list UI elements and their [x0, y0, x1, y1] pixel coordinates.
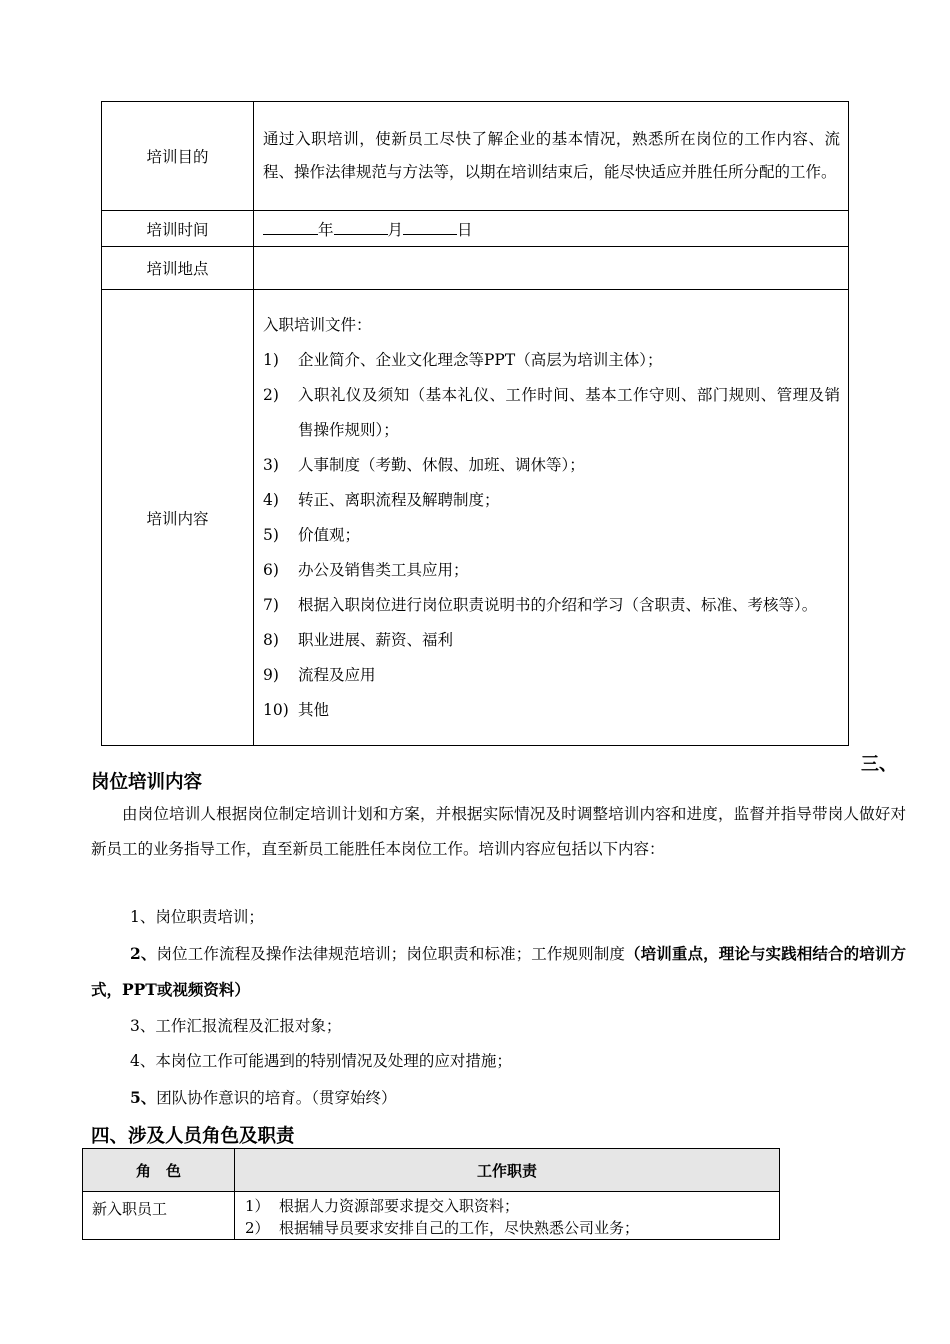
list-item: 4、本岗位工作可能遇到的特别情况及处理的应对措施； [130, 1052, 512, 1070]
day-blank[interactable] [403, 218, 457, 235]
value-training-content [254, 290, 849, 746]
row-training-time [102, 211, 849, 247]
list-item: 2、岗位工作流程及操作法律规范培训；岗位职责和标准；工作规则制度（培训重点，理论与实践相结合的培训方式，PPT或视频资料） [91, 943, 906, 999]
training-files-title: 入职培训文件： [263, 315, 372, 334]
day-unit: 日 [457, 220, 473, 239]
section-3-number: 三、 [861, 754, 897, 775]
roles-table-header [83, 1149, 780, 1192]
row-training-content [102, 290, 849, 746]
list-item: 8) 职业进展、薪资、福利 [263, 630, 454, 649]
label-training-time: 培训时间 [102, 211, 254, 247]
duties-cell [235, 1192, 780, 1240]
label-training-place: 培训地点 [102, 247, 254, 290]
value-training-time [254, 211, 849, 247]
list-item: 7) 根据入职岗位进行岗位职责说明书的介绍和学习（含职责、标准、考核等）。 [263, 595, 818, 614]
header-duties: 工作职责 [235, 1149, 780, 1192]
year-blank[interactable] [263, 218, 318, 235]
row-training-place [102, 247, 849, 290]
list-item: 10) 其他 [263, 700, 330, 719]
year-unit: 年 [318, 220, 334, 239]
training-purpose-text: 通过入职培训，使新员工尽快了解企业的基本情况，熟悉所在岗位的工作内容、流程、操作法律规范与方法等，以期在培训结束后，能尽快适应并胜任所分配的工作。 [263, 129, 840, 181]
role-cell: 新入职员工 [83, 1192, 235, 1240]
table-row [83, 1192, 780, 1240]
list-item: 1、岗位职责培训； [130, 908, 264, 926]
list-item: 3、工作汇报流程及汇报对象； [130, 1016, 342, 1035]
list-item: 5) 价值观； [263, 525, 361, 544]
section-3-paragraph: 由岗位培训人根据岗位制定培训计划和方案，并根据实际情况及时调整培训内容和进度，监督并指导带岗人做好对新员工的业务指导工作，直至新员工能胜任本岗位工作。培训内容应包括以下内容： [91, 805, 906, 858]
label-training-purpose: 培训目的 [102, 102, 254, 211]
list-item: 2) 入职礼仪及须知（基本礼仪、工作时间、基本工作守则、部门规则、管理及销售操作规则）； [263, 385, 840, 439]
section-3-items [91, 900, 906, 1116]
training-info-table [101, 101, 849, 746]
month-blank[interactable] [334, 218, 388, 235]
duty-item: 1） 根据人力资源部要求提交入职资料； [245, 1197, 520, 1215]
list-item: 5、团队协作意识的培育。（贯穿始终） [130, 1087, 397, 1107]
header-role: 角 色 [83, 1149, 235, 1192]
duty-item: 2） 根据辅导员要求安排自己的工作，尽快熟悉公司业务； [245, 1219, 640, 1237]
roles-table [82, 1148, 780, 1240]
row-training-purpose [102, 102, 849, 211]
month-unit: 月 [387, 220, 404, 239]
list-item: 9) 流程及应用 [263, 665, 376, 684]
list-item: 4) 转正、离职流程及解聘制度； [263, 490, 500, 509]
section-3-heading: 岗位培训内容 [91, 772, 203, 793]
section-4-heading: 四、涉及人员角色及职责 [91, 1126, 295, 1147]
list-item: 3) 人事制度（考勤、休假、加班、调休等）； [263, 455, 585, 474]
value-training-purpose [254, 102, 849, 211]
label-training-content: 培训内容 [102, 290, 254, 746]
list-item: 1) 企业简介、企业文化理念等PPT（高层为培训主体）； [263, 350, 663, 369]
value-training-place[interactable] [254, 247, 849, 290]
list-item: 6) 办公及销售类工具应用； [263, 560, 469, 579]
